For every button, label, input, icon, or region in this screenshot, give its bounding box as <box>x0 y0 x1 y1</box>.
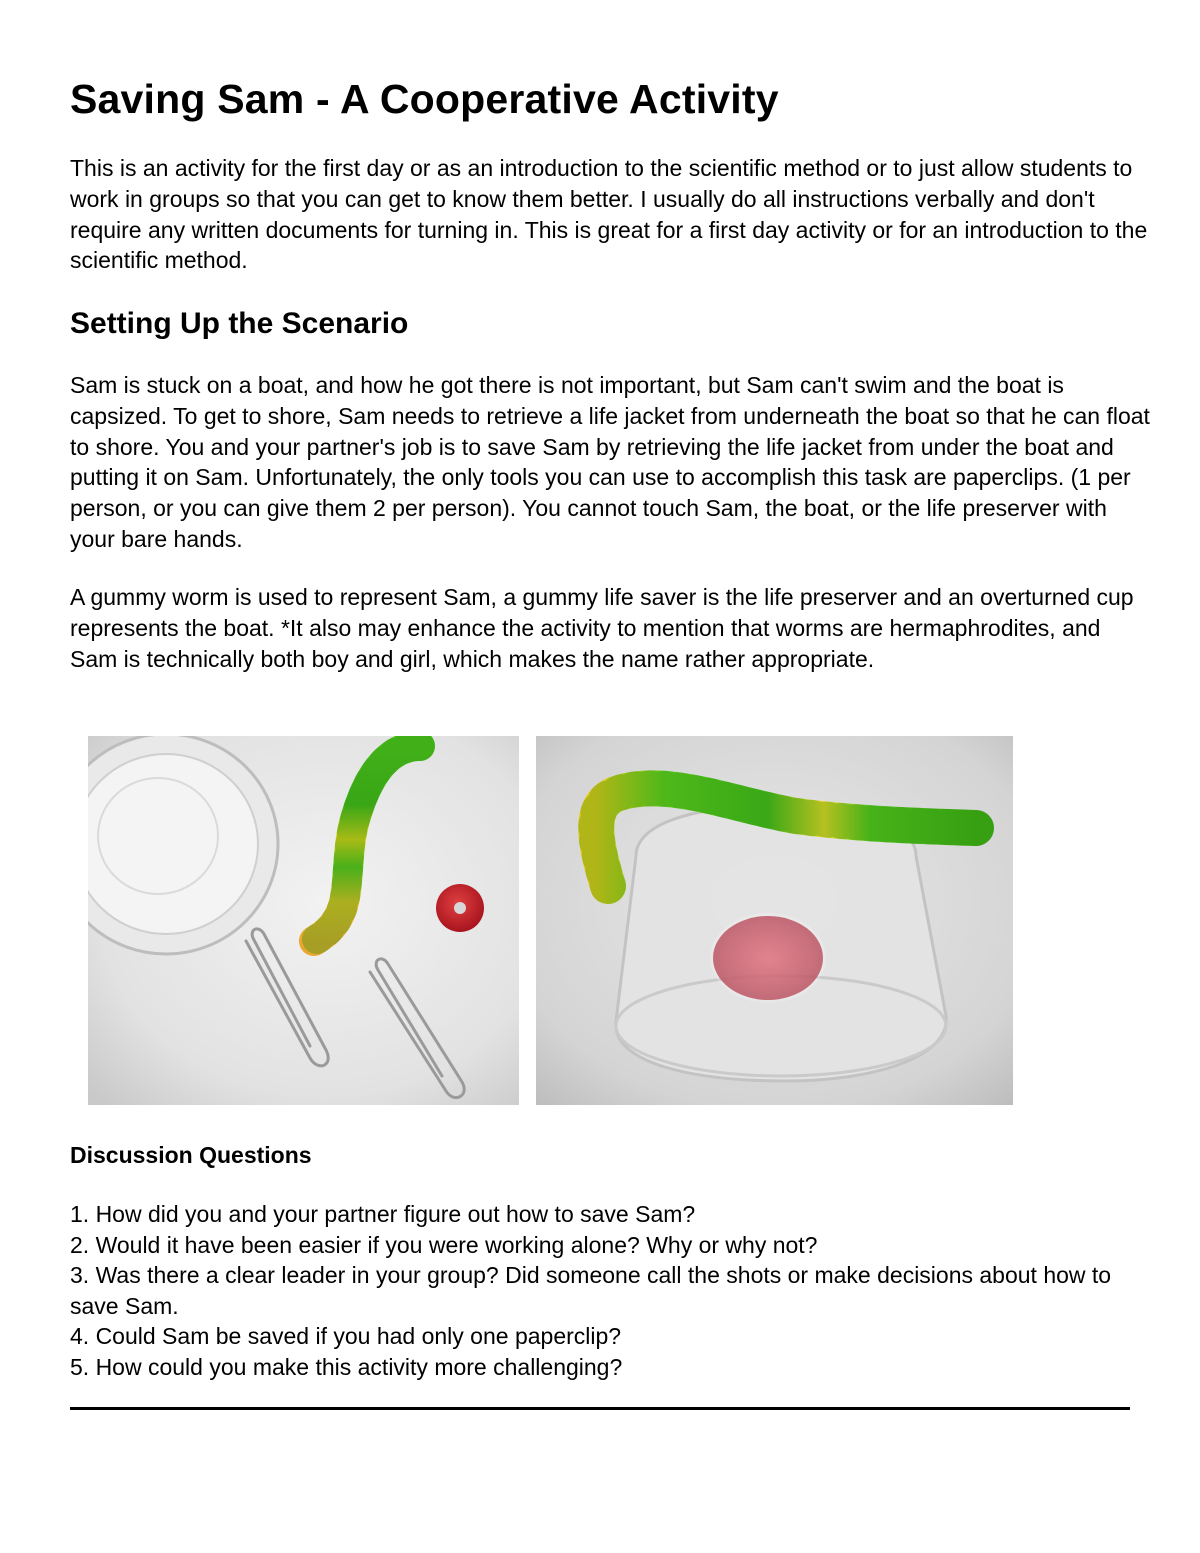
materials-paragraph: A gummy worm is used to represent Sam, a gummy life saver is the life preserver and an overturned cup represents the boat. *It also may enhance the activity to mention that worms are hermaphrodites, and Sam is technically both boy and girl, which makes the name rather appropriate. <box>70 584 1134 672</box>
discussion-question: 3. Was there a clear leader in your group? Did someone call the shots or make decisions about how to save Sam. <box>70 1262 1112 1319</box>
discussion-question: 5. How could you make this activity more challenging? <box>70 1353 623 1380</box>
discussion-heading: Discussion Questions <box>70 1142 312 1168</box>
discussion-question-list <box>70 1199 1150 1382</box>
intro-paragraph: This is an activity for the first day or as an introduction to the scientific method or to just allow students to work in groups so that you can get to know them better. I usually do all instructions verbally and don't require any written documents for turning in. This is great for a first day activity or for an introduction to the scientific method. <box>70 155 1148 274</box>
section-heading-scenario: Setting Up the Scenario <box>70 307 409 340</box>
discussion-question: 1. How did you and your partner figure out how to save Sam? <box>70 1201 696 1227</box>
scenario-paragraph: Sam is stuck on a boat, and how he got there is not important, but Sam can't swim and the boat is capsized. To get to shore, Sam needs to retrieve a life jacket from underneath the boat so that he can float to shore. You and your partner's job is to save Sam by retrieving the life jacket from under the boat and putting it on Sam. Unfortunately, the only tools you can use to accomplish this task are paperclips. (1 per person, or you can give them 2 per person). You cannot touch Sam, the boat, or the life preserver with your bare hands. <box>70 372 1150 552</box>
photo-setup <box>536 736 1013 1105</box>
life-saver-image <box>710 913 826 1003</box>
discussion-question: 2. Would it have been easier if you were working alone? Why or why not? <box>70 1231 818 1258</box>
document-title: Saving Sam - A Cooperative Activity <box>70 76 779 122</box>
discussion-question: 4. Could Sam be saved if you had only one paperclip? <box>70 1323 622 1349</box>
life-saver-image <box>436 884 484 932</box>
photo-materials <box>88 736 519 1105</box>
horizontal-rule <box>70 1407 1130 1410</box>
